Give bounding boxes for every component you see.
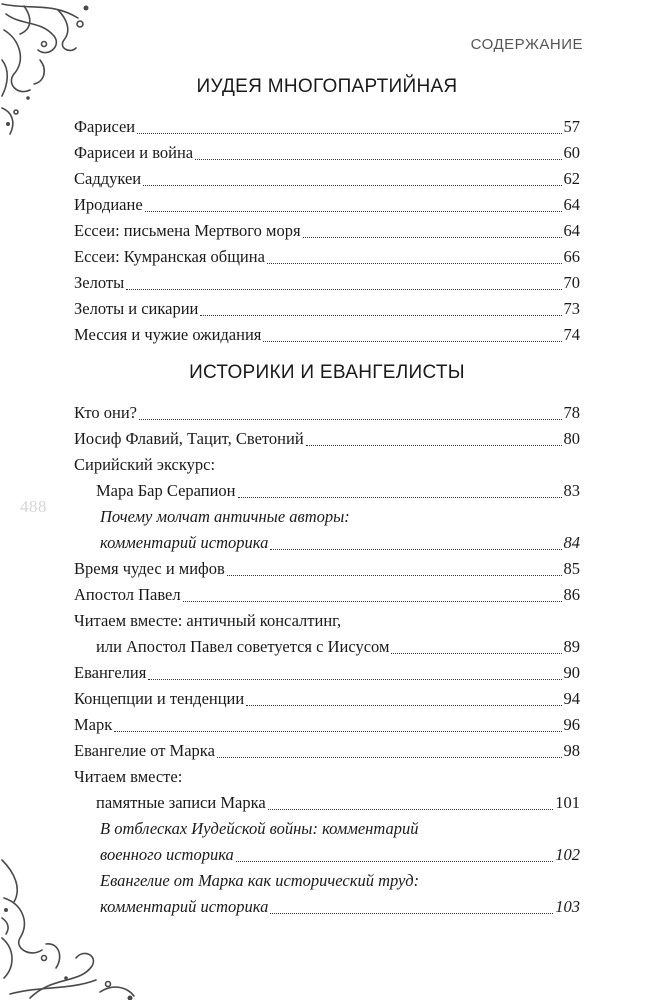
dot-leader	[238, 497, 562, 498]
entry-page: 102	[555, 845, 580, 864]
entry-title: Мессия и чужие ожидания	[74, 325, 262, 344]
dot-leader	[267, 263, 562, 264]
entry-title-line: В отблесках Иудейской войны: комментарий	[100, 819, 419, 838]
entry-page: 103	[555, 897, 580, 916]
toc-entry[interactable]	[74, 322, 580, 348]
dot-leader	[195, 159, 561, 160]
entry-page: 101	[555, 793, 580, 812]
entry-page: 94	[563, 689, 580, 708]
entry-page: 73	[563, 299, 580, 318]
toc-entry[interactable]	[74, 166, 580, 192]
toc-entry[interactable]	[74, 712, 580, 738]
dot-leader	[217, 757, 562, 758]
dot-leader	[148, 679, 561, 680]
entry-title: Ессеи: Кумранская община	[74, 247, 265, 266]
dot-leader	[268, 809, 554, 810]
entry-page: 98	[563, 741, 580, 760]
dot-leader	[200, 315, 561, 316]
entry-page: 64	[563, 195, 580, 214]
dot-leader	[143, 185, 561, 186]
entry-title: памятные записи Марка	[96, 793, 266, 812]
entry-page: 64	[563, 221, 580, 240]
dot-leader	[139, 419, 562, 420]
entry-title: Марк	[74, 715, 113, 734]
dot-leader	[303, 237, 562, 238]
toc-entry[interactable]	[74, 790, 580, 816]
dot-leader	[114, 731, 561, 732]
toc-entry[interactable]	[74, 296, 580, 322]
entry-page: 85	[563, 559, 580, 578]
toc-entry[interactable]	[74, 218, 580, 244]
entry-title: Иосиф Флавий, Тацит, Светоний	[74, 429, 304, 448]
toc-entry[interactable]	[74, 894, 580, 920]
entry-title: Кто они?	[74, 403, 137, 422]
dot-leader	[227, 575, 562, 576]
entry-title-line: Почему молчат античные авторы:	[100, 507, 350, 526]
entry-title: Иродиане	[74, 195, 143, 214]
toc-entry[interactable]	[74, 426, 580, 452]
dot-leader	[183, 601, 562, 602]
entry-page: 66	[563, 247, 580, 266]
entry-page: 80	[563, 429, 580, 448]
toc-entry[interactable]	[74, 270, 580, 296]
toc-entry[interactable]	[74, 556, 580, 582]
entry-title: Время чудес и мифов	[74, 559, 225, 578]
toc-entry[interactable]	[74, 582, 580, 608]
section-title: ИУДЕЯ МНОГОПАРТИЙНАЯ	[196, 76, 458, 97]
toc-entry[interactable]	[74, 842, 580, 868]
entry-title: Ессеи: письмена Мертвого моря	[74, 221, 301, 240]
dot-leader	[306, 445, 562, 446]
dot-leader	[263, 341, 561, 342]
toc-entry[interactable]	[74, 114, 580, 140]
toc-entry[interactable]	[74, 192, 580, 218]
entry-page: 86	[563, 585, 580, 604]
entry-page: 89	[563, 637, 580, 656]
toc-entry[interactable]	[74, 634, 580, 660]
entry-page: 84	[563, 533, 580, 552]
dot-leader	[137, 133, 561, 134]
toc-entry[interactable]	[74, 400, 580, 426]
dot-leader	[270, 549, 561, 550]
dot-leader	[145, 211, 562, 212]
toc-entry[interactable]	[74, 244, 580, 270]
dot-leader	[391, 653, 561, 654]
entry-page: 57	[563, 117, 580, 136]
entry-title: Фарисеи и война	[74, 143, 194, 162]
entry-title-line: Читаем вместе:	[74, 767, 183, 786]
section-title: ИСТОРИКИ И ЕВАНГЕЛИСТЫ	[189, 362, 465, 383]
running-head: СОДЕРЖАНИЕ	[470, 36, 583, 53]
entry-page: 60	[563, 143, 580, 162]
toc-entry[interactable]	[74, 530, 580, 556]
entry-title: комментарий историка	[100, 533, 269, 552]
entry-title-line: Сирийский экскурс:	[74, 455, 216, 474]
entry-page: 83	[563, 481, 580, 500]
entry-page: 90	[563, 663, 580, 682]
page-number: 488	[20, 497, 47, 516]
toc-entry[interactable]	[74, 478, 580, 504]
entry-title: или Апостол Павел советуется с Иисусом	[96, 637, 390, 656]
entry-title: военного историка	[100, 845, 234, 864]
entry-title: Фарисеи	[74, 117, 136, 136]
toc-entry[interactable]	[74, 686, 580, 712]
entry-page: 96	[563, 715, 580, 734]
entry-title-line: Евангелие от Марка как исторический труд:	[100, 871, 420, 890]
toc-entry[interactable]	[74, 140, 580, 166]
entry-page: 70	[563, 273, 580, 292]
entry-page: 78	[563, 403, 580, 422]
entry-page: 62	[563, 169, 580, 188]
entry-title: комментарий историка	[100, 897, 269, 916]
entry-title: Саддукеи	[74, 169, 142, 188]
toc-entry[interactable]	[74, 660, 580, 686]
entry-title: Мара Бар Серапион	[96, 481, 236, 500]
entry-title: Апостол Павел	[74, 585, 181, 604]
entry-title-line: Читаем вместе: античный консалтинг,	[74, 611, 342, 630]
toc-entry[interactable]	[74, 738, 580, 764]
entry-title: Евангелия	[74, 663, 147, 682]
entry-page: 74	[563, 325, 580, 344]
entry-title: Зелоты	[74, 273, 125, 292]
dot-leader	[236, 861, 554, 862]
entry-title: Евангелие от Марка	[74, 741, 215, 760]
dot-leader	[246, 705, 561, 706]
table-of-contents	[74, 70, 580, 920]
entry-title: Зелоты и сикарии	[74, 299, 199, 318]
dot-leader	[126, 289, 561, 290]
dot-leader	[270, 913, 553, 914]
entry-title: Концепции и тенденции	[74, 689, 245, 708]
